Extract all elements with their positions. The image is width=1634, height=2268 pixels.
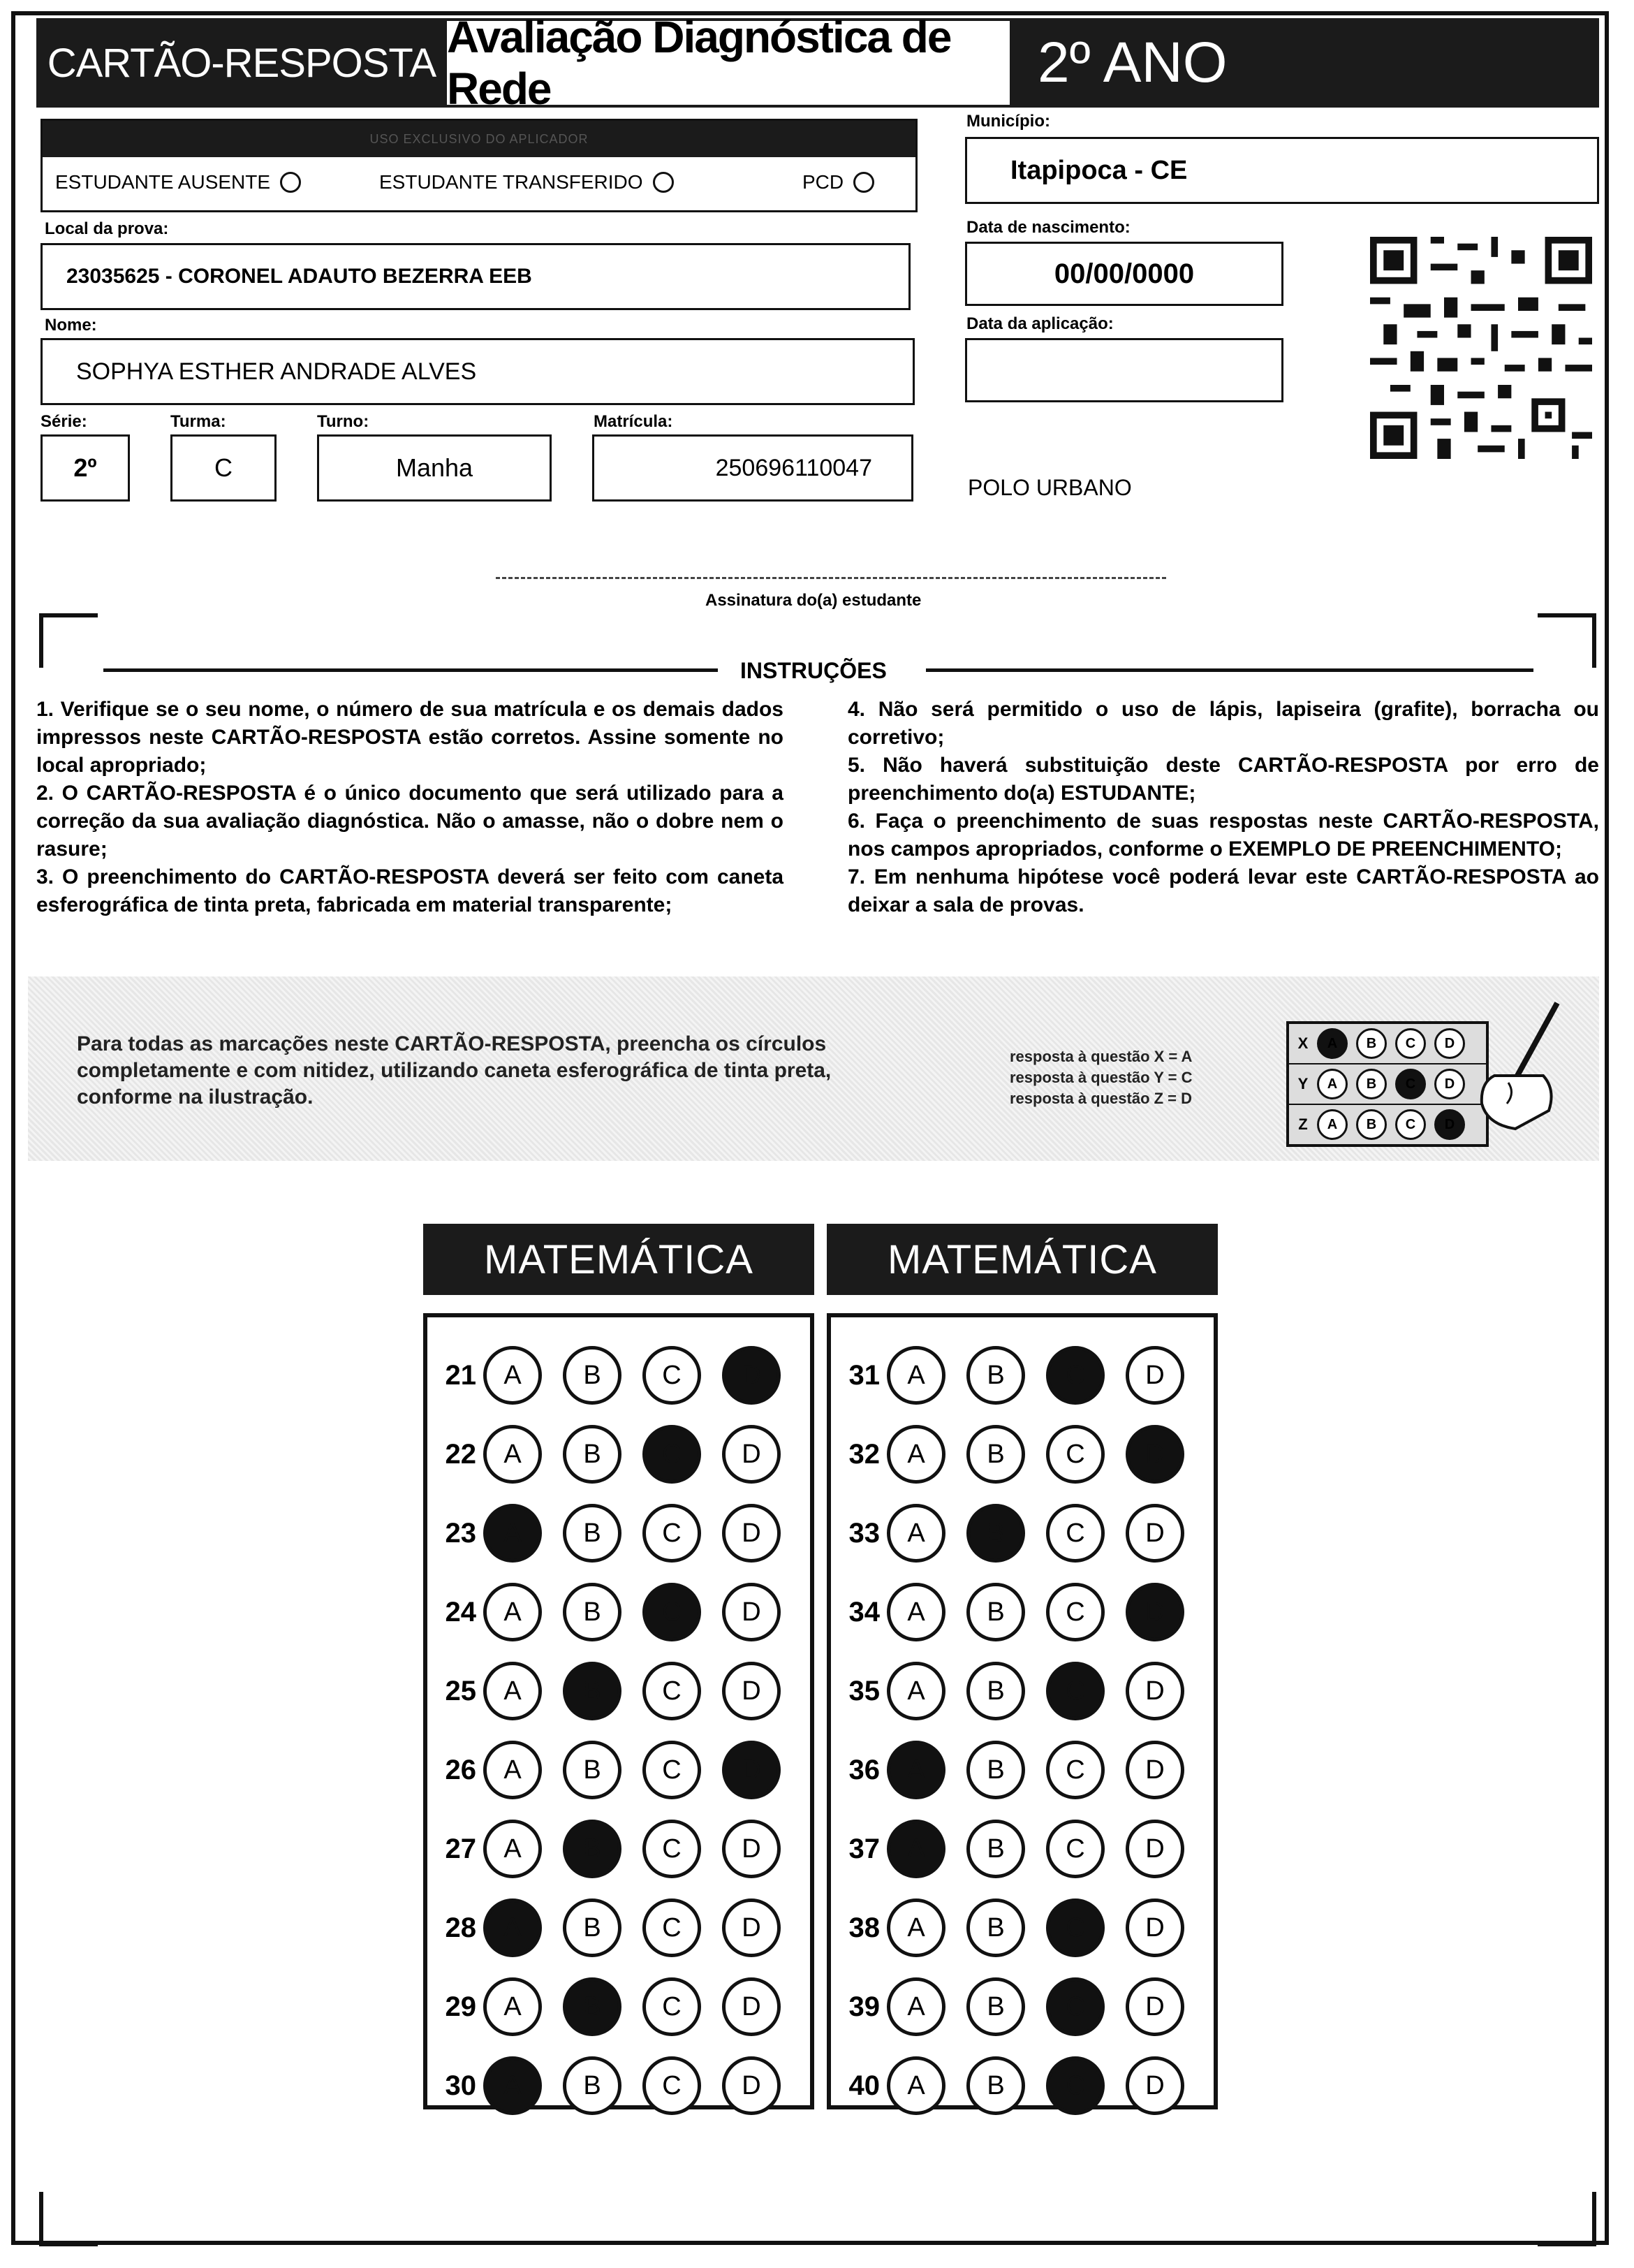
corner-mark-bl — [39, 2242, 98, 2246]
answer-bubble-c[interactable]: C — [1046, 1820, 1105, 1878]
answer-bubble-d[interactable]: D — [722, 1346, 781, 1405]
answer-bubble-b[interactable]: B — [966, 1346, 1025, 1405]
corner-mark-tr — [1538, 613, 1596, 617]
example-row — [1289, 1105, 1486, 1146]
turno-label: Turno: — [317, 412, 369, 431]
absent-label: ESTUDANTE AUSENTE — [55, 171, 271, 193]
matricula-field — [592, 434, 913, 502]
answer-bubble-b[interactable]: B — [563, 1820, 621, 1878]
nascimento-label: Data de nascimento: — [966, 218, 1131, 237]
answer-bubble-d[interactable]: D — [1126, 1583, 1184, 1641]
section-title-right: MATEMÁTICA — [827, 1224, 1218, 1295]
transferred-label: ESTUDANTE TRANSFERIDO — [379, 171, 643, 193]
answer-bubble-a[interactable]: A — [483, 1820, 542, 1878]
example-bubble-a: A — [1317, 1109, 1348, 1140]
question-row — [831, 1739, 1205, 1801]
answer-bubble-b[interactable]: B — [966, 1977, 1025, 2036]
answer-bubble-b[interactable]: B — [563, 1583, 621, 1641]
pcd-label: PCD — [802, 171, 844, 193]
question-row — [831, 1660, 1205, 1722]
municipio-value: Itapipoca - CE — [1010, 155, 1188, 185]
example-row-label: Y — [1297, 1075, 1309, 1092]
question-number: 22 — [445, 1438, 476, 1470]
answer-bubble-c[interactable]: C — [642, 1820, 701, 1878]
answer-bubble-b[interactable]: B — [563, 1504, 621, 1563]
question-row — [427, 1817, 802, 1880]
example-row-label: X — [1297, 1034, 1309, 1052]
question-number: 32 — [848, 1438, 880, 1470]
question-row — [831, 1975, 1205, 2038]
instruction-3: 3. O preenchimento do CARTÃO-RESPOSTA deverá ser feito com caneta esferográfica de tinta preta, fabricada em material transparente; — [36, 865, 783, 916]
question-row — [831, 1502, 1205, 1565]
answer-grid-right — [827, 1313, 1218, 2109]
question-number: 29 — [445, 1991, 476, 2022]
example-answer-y: resposta à questão Y = C — [1010, 1069, 1193, 1086]
question-row — [831, 1581, 1205, 1644]
question-row — [831, 1423, 1205, 1486]
instructions-right — [848, 696, 1599, 919]
answer-bubble-a[interactable]: A — [887, 2056, 945, 2115]
signature-line[interactable] — [496, 577, 1166, 579]
instructions-rule-left — [103, 668, 718, 672]
answer-bubble-c[interactable]: C — [1046, 1425, 1105, 1484]
answer-bubble-a[interactable]: A — [887, 1898, 945, 1957]
question-row — [427, 1423, 802, 1486]
instruction-1: 1. Verifique se o seu nome, o número de sua matrícula e os demais dados impressos neste CARTÃO-RESPOSTA estão corretos. Assine somente no local apropriado; — [36, 698, 783, 777]
example-bubble-c: C — [1395, 1109, 1426, 1140]
question-row — [427, 1344, 802, 1407]
answer-bubble-c[interactable]: C — [1046, 1346, 1105, 1405]
answer-bubble-b[interactable]: B — [966, 1662, 1025, 1720]
question-row — [427, 1660, 802, 1722]
answer-bubble-c[interactable]: C — [1046, 1504, 1105, 1563]
answer-grid-left — [423, 1313, 814, 2109]
turma-field — [170, 434, 277, 502]
question-number: 37 — [848, 1833, 880, 1864]
example-row — [1289, 1065, 1486, 1105]
applicator-panel — [41, 119, 918, 212]
answer-bubble-d[interactable]: D — [1126, 1977, 1184, 2036]
municipio-field — [965, 137, 1599, 204]
answer-bubble-c[interactable]: C — [642, 1504, 701, 1563]
qr-code-icon — [1370, 236, 1592, 460]
question-number: 30 — [445, 2070, 476, 2101]
question-row — [427, 1502, 802, 1565]
answer-bubble-a[interactable]: A — [887, 1504, 945, 1563]
instruction-7: 7. Em nenhuma hipótese você poderá levar este CARTÃO-RESPOSTA ao deixar a sala de provas. — [848, 865, 1599, 916]
answer-bubble-a[interactable]: A — [483, 1583, 542, 1641]
answer-bubble-a[interactable]: A — [887, 1346, 945, 1405]
answer-bubble-b[interactable]: B — [966, 1583, 1025, 1641]
matricula-label: Matrícula: — [594, 412, 673, 431]
example-bubble-d: D — [1434, 1109, 1465, 1140]
answer-bubble-d[interactable]: D — [722, 1820, 781, 1878]
instruction-5: 5. Não haverá substituição deste CARTÃO-RESPOSTA por erro de preenchimento do(a) ESTUDANTE; — [848, 754, 1599, 805]
answer-bubble-a[interactable]: A — [887, 1583, 945, 1641]
answer-bubble-b[interactable]: B — [563, 1425, 621, 1484]
name-label: Nome: — [45, 316, 97, 335]
answer-bubble-d[interactable]: D — [1126, 2056, 1184, 2115]
answer-bubble-a[interactable]: A — [483, 1425, 542, 1484]
question-number: 35 — [848, 1675, 880, 1706]
example-text: Para todas as marcações neste CARTÃO-RESPOSTA, preencha os círculos completamente e com nitidez, utilizando caneta esferográfica de tinta preta, conforme na ilustração. — [77, 1032, 832, 1109]
question-number: 28 — [445, 1912, 476, 1943]
example-answers — [1010, 1046, 1192, 1109]
example-answer-z: resposta à questão Z = D — [1010, 1090, 1193, 1107]
question-number: 26 — [445, 1754, 476, 1785]
answer-bubble-b[interactable]: B — [563, 1346, 621, 1405]
answer-bubble-d[interactable]: D — [1126, 1741, 1184, 1799]
question-number: 25 — [445, 1675, 476, 1706]
example-answer-x: resposta à questão X = A — [1010, 1048, 1193, 1065]
question-row — [831, 1896, 1205, 1959]
question-row — [427, 1975, 802, 2038]
answer-bubble-c[interactable]: C — [642, 1662, 701, 1720]
answer-bubble-b[interactable]: B — [563, 1741, 621, 1799]
question-number: 21 — [445, 1359, 476, 1391]
nascimento-field — [965, 242, 1283, 306]
answer-bubble-c[interactable]: C — [1046, 1898, 1105, 1957]
example-row-label: Z — [1298, 1115, 1308, 1133]
question-row — [427, 2054, 802, 2117]
card-label: CARTÃO-RESPOSTA — [47, 40, 436, 86]
answer-bubble-d[interactable]: D — [1126, 1898, 1184, 1957]
turno-value: Manha — [395, 453, 473, 482]
answer-bubble-d[interactable]: D — [722, 1504, 781, 1563]
answer-bubble-b[interactable]: B — [966, 1898, 1025, 1957]
answer-bubble-b[interactable]: B — [966, 1741, 1025, 1799]
question-row — [427, 1739, 802, 1801]
corner-mark-bl-v — [39, 2192, 43, 2246]
answer-bubble-d[interactable]: D — [1126, 1662, 1184, 1720]
corner-mark-br-v — [1592, 2192, 1596, 2246]
answer-bubble-d[interactable]: D — [722, 1741, 781, 1799]
corner-mark-tl — [39, 613, 98, 617]
polo-label: POLO URBANO — [968, 475, 1132, 500]
answer-bubble-a[interactable]: A — [887, 1820, 945, 1878]
answer-bubble-d[interactable]: D — [722, 1662, 781, 1720]
answer-bubble-b[interactable]: B — [563, 2056, 621, 2115]
turma-label: Turma: — [170, 412, 226, 431]
serie-value: 2º — [73, 453, 97, 482]
example-bubble-b: B — [1356, 1028, 1387, 1059]
section-title-left: MATEMÁTICA — [423, 1224, 814, 1295]
instructions-rule-right — [926, 668, 1533, 672]
answer-bubble-d[interactable]: D — [722, 1425, 781, 1484]
pen-hand-icon — [1466, 999, 1571, 1139]
answer-bubble-b[interactable]: B — [966, 2056, 1025, 2115]
example-bubble-a: A — [1317, 1069, 1348, 1099]
question-number: 23 — [445, 1517, 476, 1549]
turma-value: C — [214, 453, 233, 482]
answer-bubble-c[interactable]: C — [1046, 1583, 1105, 1641]
answer-bubble-b[interactable]: B — [563, 1662, 621, 1720]
example-grid — [1286, 1021, 1489, 1147]
example-row — [1289, 1024, 1486, 1065]
local-label: Local da prova: — [45, 219, 169, 238]
answer-bubble-c[interactable]: C — [1046, 1741, 1105, 1799]
answer-bubble-c[interactable]: C — [642, 1425, 701, 1484]
instructions-left — [36, 696, 783, 919]
aplicacao-field — [965, 338, 1283, 402]
pcd-checkbox[interactable] — [853, 172, 874, 193]
question-row — [831, 1344, 1205, 1407]
example-bubble-a: A — [1317, 1028, 1348, 1059]
turno-field — [317, 434, 552, 502]
example-bubble-b: B — [1356, 1069, 1387, 1099]
answer-bubble-c[interactable]: C — [1046, 1662, 1105, 1720]
signature-label: Assinatura do(a) estudante — [705, 591, 922, 610]
answer-bubble-d[interactable]: D — [722, 1898, 781, 1957]
answer-bubble-b[interactable]: B — [966, 1425, 1025, 1484]
question-number: 38 — [848, 1912, 880, 1943]
answer-bubble-c[interactable]: C — [1046, 1977, 1105, 2036]
question-number: 33 — [848, 1517, 880, 1549]
question-number: 34 — [848, 1596, 880, 1627]
grade-label: 2º ANO — [1038, 31, 1228, 94]
answer-bubble-b[interactable]: B — [966, 1820, 1025, 1878]
answer-bubble-b[interactable]: B — [563, 1977, 621, 2036]
answer-bubble-c[interactable]: C — [642, 2056, 701, 2115]
answer-bubble-d[interactable]: D — [1126, 1820, 1184, 1878]
matricula-value: 250696110047 — [715, 454, 872, 481]
answer-bubble-c[interactable]: C — [642, 1583, 701, 1641]
corner-mark-tl-v — [39, 613, 43, 668]
example-bubble-c: C — [1395, 1069, 1426, 1099]
answer-bubble-a[interactable]: A — [887, 1425, 945, 1484]
question-number: 27 — [445, 1833, 476, 1864]
municipio-label: Município: — [966, 112, 1050, 131]
question-row — [427, 1896, 802, 1959]
local-value: 23035625 - CORONEL ADAUTO BEZERRA EEB — [66, 265, 532, 288]
question-number: 31 — [848, 1359, 880, 1391]
question-row — [831, 2054, 1205, 2117]
answer-bubble-b[interactable]: B — [966, 1504, 1025, 1563]
answer-bubble-d[interactable]: D — [1126, 1504, 1184, 1563]
question-number: 39 — [848, 1991, 880, 2022]
example-bubble-c: C — [1395, 1028, 1426, 1059]
answer-bubble-a[interactable]: A — [483, 1977, 542, 2036]
answer-bubble-a[interactable]: A — [887, 1977, 945, 2036]
answer-bubble-c[interactable]: C — [642, 1898, 701, 1957]
answer-bubble-a[interactable]: A — [483, 1741, 542, 1799]
example-bubble-b: B — [1356, 1109, 1387, 1140]
answer-bubble-d[interactable]: D — [722, 1977, 781, 2036]
question-row — [427, 1581, 802, 1644]
answer-bubble-d[interactable]: D — [1126, 1425, 1184, 1484]
answer-bubble-c[interactable]: C — [642, 1346, 701, 1405]
answer-bubble-c[interactable]: C — [642, 1741, 701, 1799]
name-value: SOPHYA ESTHER ANDRADE ALVES — [76, 358, 477, 385]
answer-bubble-a[interactable]: A — [483, 1504, 542, 1563]
transferred-checkbox[interactable] — [653, 172, 674, 193]
answer-bubble-a[interactable]: A — [483, 1898, 542, 1957]
question-row — [831, 1817, 1205, 1880]
question-number: 36 — [848, 1754, 880, 1785]
instruction-4: 4. Não será permitido o uso de lápis, lapiseira (grafite), borracha ou corretivo; — [848, 698, 1599, 749]
corner-mark-br — [1538, 2242, 1596, 2246]
answer-bubble-c[interactable]: C — [1046, 2056, 1105, 2115]
aplicacao-label: Data da aplicação: — [966, 314, 1114, 333]
name-field — [41, 338, 915, 405]
example-bubble-d: D — [1434, 1069, 1465, 1099]
exam-title: Avaliação Diagnóstica de Rede — [447, 21, 1010, 105]
answer-bubble-d[interactable]: D — [722, 1583, 781, 1641]
answer-bubble-a[interactable]: A — [887, 1741, 945, 1799]
answer-bubble-d[interactable]: D — [722, 2056, 781, 2115]
applicator-title: USO EXCLUSIVO DO APLICADOR — [43, 121, 915, 157]
answer-bubble-a[interactable]: A — [887, 1662, 945, 1720]
absent-checkbox[interactable] — [280, 172, 301, 193]
answer-bubble-b[interactable]: B — [563, 1898, 621, 1957]
answer-bubble-a[interactable]: A — [483, 2056, 542, 2115]
answer-bubble-a[interactable]: A — [483, 1662, 542, 1720]
answer-bubble-c[interactable]: C — [642, 1977, 701, 2036]
local-field — [41, 243, 911, 310]
nascimento-value: 00/00/0000 — [1054, 258, 1195, 289]
instructions-title: INSTRUÇÕES — [740, 658, 887, 683]
instruction-6: 6. Faça o preenchimento de suas respostas neste CARTÃO-RESPOSTA, nos campos apropriados, conforme o EXEMPLO DE PREENCHIMENTO; — [848, 810, 1599, 861]
example-bubble-d: D — [1434, 1028, 1465, 1059]
question-number: 24 — [445, 1596, 476, 1627]
question-number: 40 — [848, 2070, 880, 2101]
corner-mark-tr-v — [1592, 613, 1596, 668]
serie-label: Série: — [41, 412, 87, 431]
answer-bubble-d[interactable]: D — [1126, 1346, 1184, 1405]
serie-field — [41, 434, 130, 502]
instruction-2: 2. O CARTÃO-RESPOSTA é o único documento que será utilizado para a correção da sua avaliação diagnóstica. Não o amasse, não o dobre nem o rasure; — [36, 782, 783, 861]
answer-bubble-a[interactable]: A — [483, 1346, 542, 1405]
